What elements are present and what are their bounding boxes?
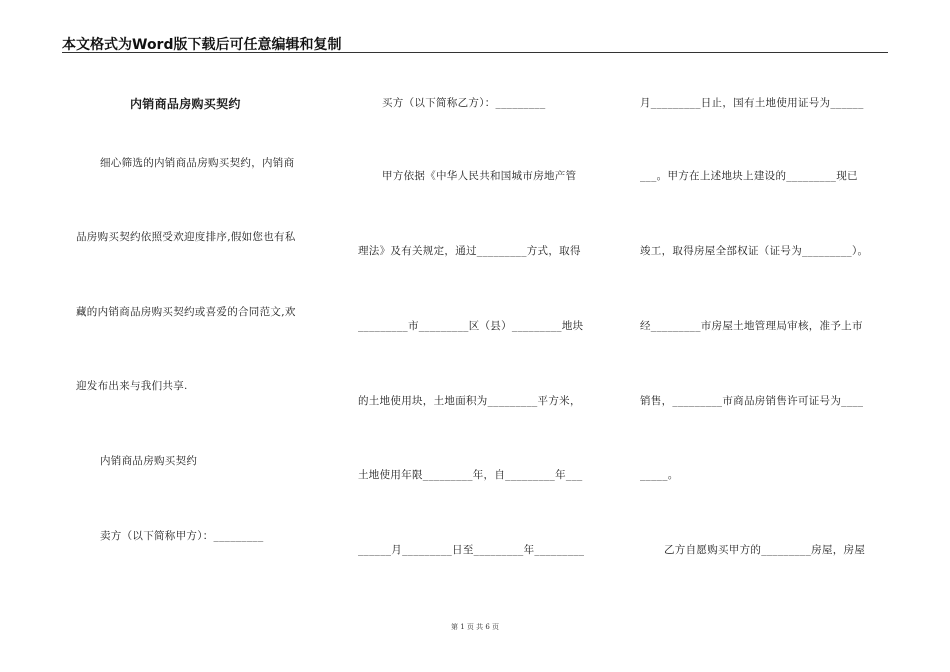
contract-title: 内销商品房购买契约 (130, 97, 241, 111)
page-number: 第 1 页 共 6 页 (450, 623, 500, 631)
body-line: 乙方自愿购买甲方的_________房屋，房屋 (664, 544, 866, 556)
body-line: 甲方依据《中华人民共和国城市房地产管 (382, 170, 577, 182)
body-line: _____。 (640, 469, 679, 481)
body-line: 内销商品房购买契约 (100, 455, 198, 467)
body-line: 月_________日止，国有土地使用证号为______ (640, 97, 864, 109)
body-line: 土地使用年限_________年，自_________年___ (358, 469, 583, 481)
body-line: ___。甲方在上述地块上建设的_________现已 (640, 170, 858, 182)
body-line: 品房购买契约依照受欢迎度排序,假如您也有私 (76, 231, 296, 243)
body-line: 的土地使用块，土地面积为_________平方米， (358, 395, 581, 407)
body-line: 卖方（以下简称甲方）：_________ (100, 530, 264, 542)
body-line: 销售，_________市商品房销售许可证号为____ (640, 395, 864, 407)
body-line: 买方（以下简称乙方）：_________ (382, 97, 546, 109)
body-line: 竣工，取得房屋全部权证（证号为_________）。 (640, 245, 869, 257)
header-divider (62, 52, 888, 53)
body-line: 藏的内销商品房购买契约或喜爱的合同范文,欢 (76, 306, 296, 318)
body-line: 细心筛选的内销商品房购买契约，内销商 (100, 157, 295, 169)
body-line: _________市_________区（县）_________地块 (358, 320, 584, 332)
document-header-title: 本文格式为Word版下载后可任意编辑和复制 (62, 37, 342, 53)
body-line: ______月_________日至_________年_________ (358, 544, 585, 556)
body-line: 迎发布出来与我们共享. (76, 380, 188, 392)
body-line: 理法》及有关规定，通过_________方式，取得 (358, 245, 581, 257)
body-line: 经_________市房屋土地管理局审核，准予上市 (640, 320, 863, 332)
